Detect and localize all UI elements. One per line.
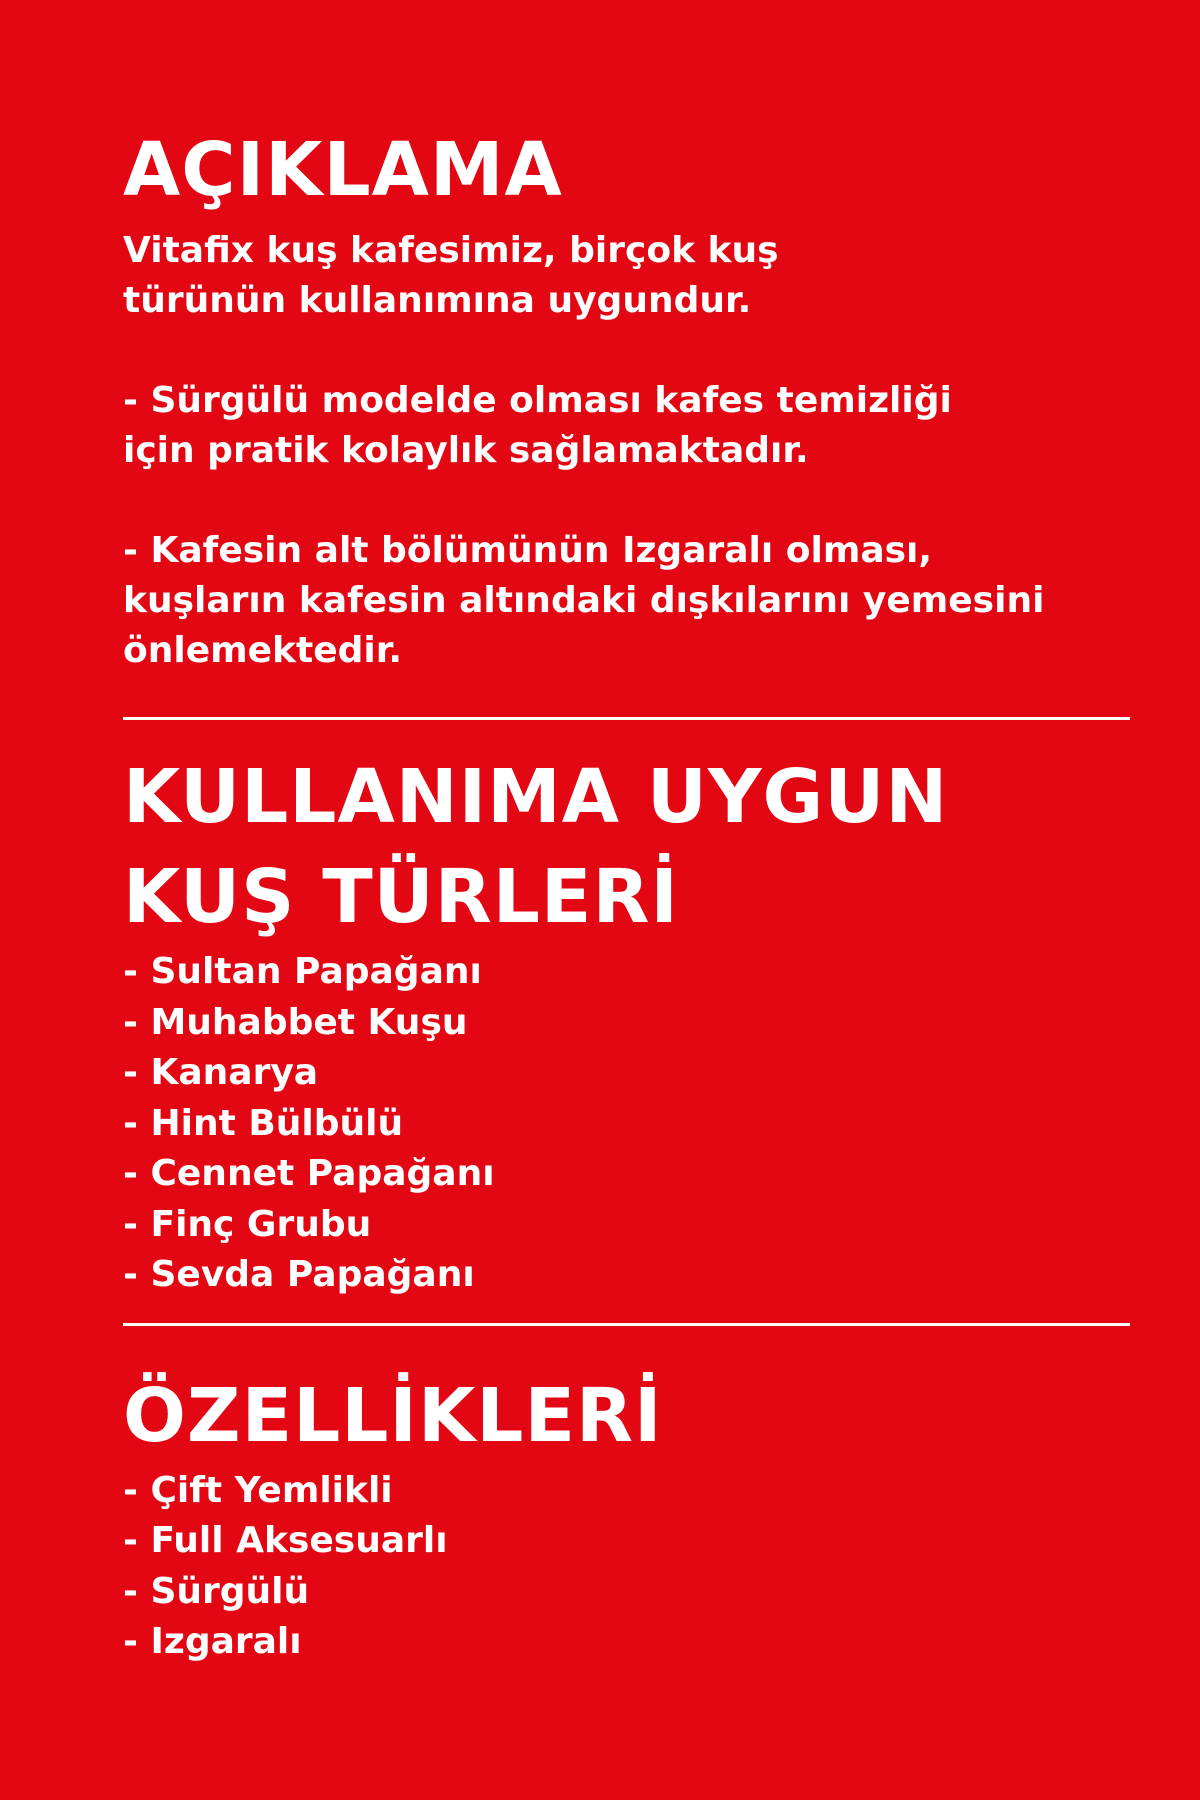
features-title: ÖZELLİKLERİ xyxy=(123,1372,663,1459)
species-section xyxy=(123,747,1200,1301)
section-divider xyxy=(123,717,1130,720)
description-title: AÇIKLAMA xyxy=(123,127,563,213)
species-item: - Finç Grubu xyxy=(123,1203,372,1245)
features-list xyxy=(123,1466,1200,1668)
species-item: - Cennet Papağanı xyxy=(123,1153,495,1194)
feature-item: - Izgaralı xyxy=(123,1621,302,1662)
feature-item: - Çift Yemlikli xyxy=(123,1469,393,1511)
species-item: - Kanarya xyxy=(123,1052,319,1093)
description-section xyxy=(123,120,1200,676)
feature-item: - Sürgülü xyxy=(123,1570,310,1612)
species-title-line-2: KUŞ TÜRLERİ xyxy=(123,854,679,940)
species-title-line-1: KULLANIMA UYGUN xyxy=(123,754,949,840)
species-item: - Hint Bülbülü xyxy=(123,1102,404,1144)
feature-item: - Full Aksesuarlı xyxy=(123,1520,448,1561)
species-item: - Muhabbet Kuşu xyxy=(123,1001,468,1043)
description-intro: Vitafix kuş kafesimiz, birçok kuş türünün kullanımına uygundur. xyxy=(123,230,779,321)
description-point-grill: - Kafesin alt bölümünün Izgaralı olması, kuşların kafesin altındaki dışkılarını yemesini önlemektedir. xyxy=(123,530,1045,671)
description-point-sliding: - Sürgülü modelde olması kafes temizliği için pratik kolaylık sağlamaktadır. xyxy=(123,380,952,471)
species-item: - Sultan Papağanı xyxy=(123,951,482,992)
section-divider xyxy=(123,1323,1130,1326)
species-item: - Sevda Papağanı xyxy=(123,1254,475,1295)
species-list xyxy=(123,947,1200,1301)
features-section xyxy=(123,1366,1200,1668)
species-title xyxy=(123,747,1200,947)
